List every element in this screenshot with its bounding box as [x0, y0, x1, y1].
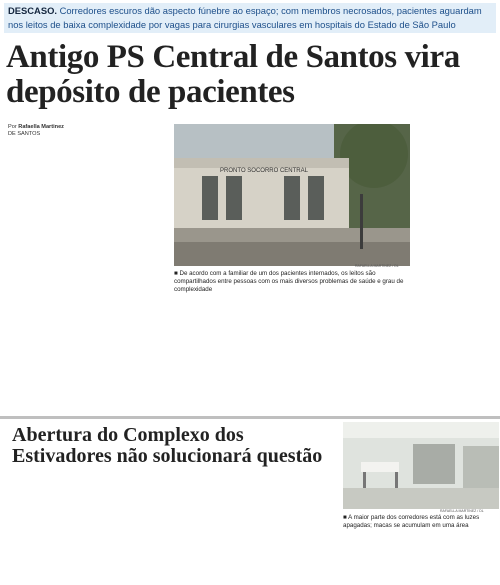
photo-caption-text: De acordo com a familiar de um dos pacientes internados, os leitos são compartilhados entre pessoas com os mais diversos problemas de saúde e grau de complexidade [174, 270, 404, 293]
photo-caption [174, 270, 410, 294]
byline [8, 124, 98, 138]
corridor-photo [343, 422, 499, 509]
byline-author: Rafaella Martinez [18, 124, 64, 130]
headline: Antigo PS Central de Santos vira depósito de pacientes [6, 39, 460, 110]
hospital-facade-illustration [174, 124, 410, 266]
kicker-text: Corredores escuros dão aspecto fúnebre ao espaço; com membros necrosados, pacientes aguardam nos leitos de baixa complexidade por vagas para cirurgias vasculares em hospitais do Estado de São Paulo [8, 5, 482, 30]
facade-sign: PRONTO SOCORRO CENTRAL [220, 168, 308, 174]
hospital-facade-photo [174, 124, 410, 266]
camera-icon: ■ [174, 270, 178, 277]
byline-city: DE SANTOS [8, 131, 41, 137]
kicker-box [4, 3, 496, 33]
corridor-caption-text: A maior parte dos corredores está com as luzes apagadas; macas se acumulam em uma área [343, 514, 480, 529]
kicker-label: DESCASO. [8, 5, 57, 16]
corridor-photo-credit: RAFAELLA MARTINEZ / DL [440, 509, 484, 513]
byline-prefix: Por [8, 124, 17, 130]
section2-title: Abertura do Complexo dos Estivadores não solucionará questão [12, 424, 323, 467]
camera-icon-2: ■ [343, 514, 347, 521]
corridor-photo-caption [343, 514, 499, 530]
corridor-illustration [343, 422, 499, 509]
section-divider [0, 416, 500, 419]
photo-credit: RAFAELLA MARTINEZ / DL [355, 264, 399, 268]
